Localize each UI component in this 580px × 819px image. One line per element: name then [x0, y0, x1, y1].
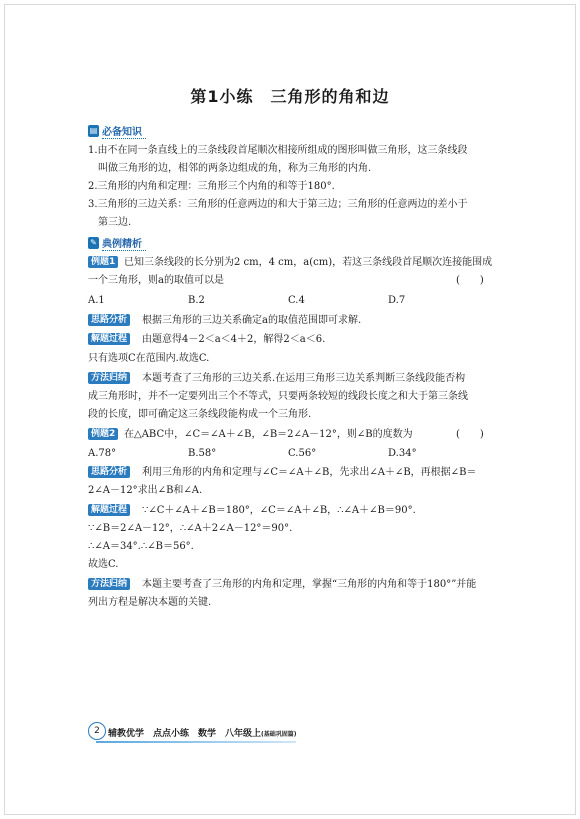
method-text: 成三角形时，并不一定要列出三个不等式，只要两条较短的线段长度之和大于第三条线	[88, 391, 468, 402]
book-icon: ▤	[89, 126, 98, 135]
section-knowledge-header	[88, 124, 146, 138]
knowledge-line: 2.三角形的内角和定理：三角形三个内角的和等于180°.	[88, 181, 335, 192]
section-examples-header	[88, 236, 146, 250]
analysis-text: 2∠A－12°求出∠B和∠A.	[88, 485, 203, 496]
solution-text: 故选C.	[88, 559, 119, 570]
footer-series-subtitle: (基础巩固篇)	[261, 731, 297, 738]
analysis-tag: 思路分析	[88, 314, 130, 326]
method-text: 本题主要考查了三角形的内角和定理，掌握“三角形的内角和等于180°”并能	[142, 579, 477, 590]
method-tag: 方法归纳	[88, 578, 130, 590]
answer-paren: ( )	[456, 429, 484, 440]
section-knowledge-label: 必备知识	[102, 123, 146, 139]
solution-tag: 解题过程	[88, 333, 130, 345]
option-c: C.4	[288, 295, 305, 306]
solution-text: ∵∠C＋∠A＋∠B＝180°，∠C＝∠A＋∠B，∴∠A＋∠B＝90°.	[142, 505, 416, 516]
option-a: A.78°	[88, 448, 117, 459]
solution-tag: 解题过程	[88, 504, 130, 516]
knowledge-line: 叫做三角形的边，相邻的两条边组成的角，称为三角形的内角.	[88, 163, 372, 174]
solution-text: ∴∠A＝34°.∴∠B＝56°.	[88, 541, 194, 552]
solution-text: 只有选项C在范围内.故选C.	[88, 353, 210, 364]
option-b: B.58°	[188, 448, 217, 459]
example-1-tag: 例题1	[88, 256, 118, 268]
solution-text: ∵∠B＝2∠A－12°，∴∠A＋2∠A－12°＝90°.	[88, 523, 293, 534]
option-a: A.1	[88, 295, 105, 306]
example-2-question: 在△ABC中，∠C＝∠A＋∠B，∠B＝2∠A－12°，则∠B的度数为	[124, 429, 413, 440]
answer-paren: ( )	[456, 275, 484, 286]
example-2-tag: 例题2	[88, 428, 118, 440]
solution-text: 由题意得4－2＜a＜4＋2，解得2＜a＜6.	[142, 334, 326, 345]
analysis-tag: 思路分析	[88, 466, 130, 478]
knowledge-line: 第三边.	[88, 217, 132, 228]
knowledge-line: 1.由不在同一条直线上的三条线段首尾顺次相接所组成的图形叫做三角形，这三条线段	[88, 145, 468, 156]
option-c: C.56°	[288, 448, 317, 459]
example-1-question: 一个三角形，则a的取值可以是	[88, 275, 224, 286]
page-number: 2	[88, 722, 106, 740]
option-b: B.2	[188, 295, 205, 306]
section-examples-label: 典例精析	[102, 235, 146, 251]
method-text: 本题考查了三角形的三边关系.在运用三角形三边关系判断三条线段能否构	[142, 373, 466, 384]
method-text: 列出方程是解决本题的关键.	[88, 597, 212, 608]
footer-rule	[96, 741, 296, 743]
footer-series-title: 辅教优学 点点小练 数学 八年级上	[108, 729, 262, 739]
method-text: 段的长度，即可确定这三条线段能构成一个三角形.	[88, 409, 312, 420]
page-title: 第1小练 三角形的角和边	[190, 87, 390, 106]
pencil-icon: ✎	[88, 237, 99, 249]
method-tag: 方法归纳	[88, 372, 130, 384]
analysis-text: 利用三角形的内角和定理与∠C＝∠A＋∠B，先求出∠A＋∠B，再根据∠B＝	[142, 467, 477, 478]
option-d: D.7	[388, 295, 406, 306]
analysis-text: 根据三角形的三边关系确定a的取值范围即可求解.	[142, 315, 362, 326]
example-1-question: 已知三条线段的长分别为2 cm，4 cm，a(cm)，若这三条线段首尾顺次连接能围成	[124, 257, 493, 268]
knowledge-line: 3.三角形的三边关系：三角形的任意两边的和大于第三边；三角形的任意两边的差小于	[88, 199, 468, 210]
option-d: D.34°	[388, 448, 417, 459]
footer-series	[108, 726, 297, 739]
